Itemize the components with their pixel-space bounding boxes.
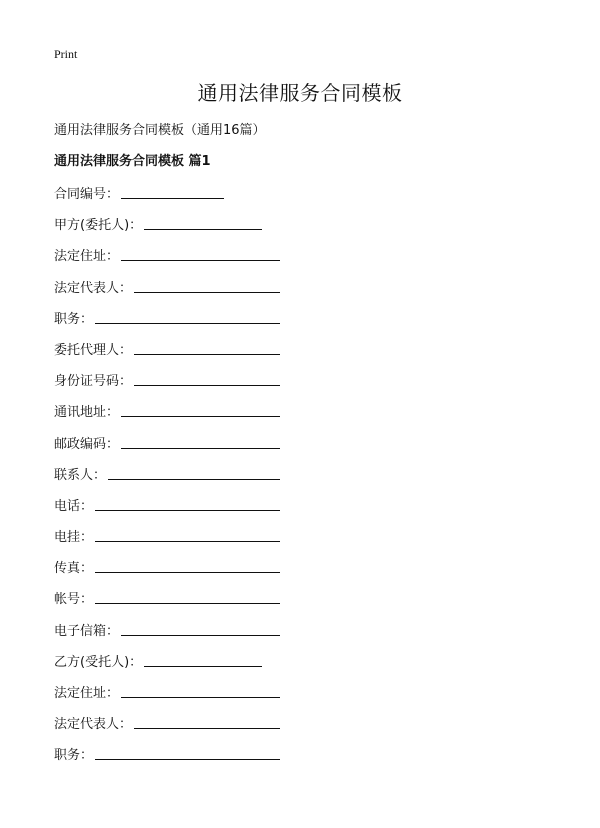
contract-form-fields	[54, 182, 294, 775]
form-field-row	[54, 712, 294, 743]
form-field-row	[54, 463, 294, 494]
field-blank-line	[95, 556, 280, 573]
form-field-row	[54, 556, 294, 587]
document-subtitle: 通用法律服务合同模板（通用16篇）	[54, 123, 266, 138]
field-label: 职务：	[54, 748, 94, 764]
field-label: 法定代表人：	[54, 717, 133, 733]
field-blank-line	[144, 650, 262, 667]
form-field-row	[54, 213, 294, 244]
document-title: 通用法律服务合同模板	[197, 81, 403, 105]
form-field-row	[54, 432, 294, 463]
field-blank-line	[144, 213, 262, 230]
field-label: 通讯地址：	[54, 405, 120, 421]
form-field-row	[54, 307, 294, 338]
section-heading: 通用法律服务合同模板 篇1	[54, 154, 211, 169]
form-field-row	[54, 650, 294, 681]
field-blank-line	[121, 244, 280, 261]
field-blank-line	[121, 681, 280, 698]
form-field-row	[54, 587, 294, 618]
form-field-row	[54, 525, 294, 556]
field-label: 传真：	[54, 561, 94, 577]
print-link[interactable]: Print	[54, 47, 78, 61]
field-blank-line	[95, 525, 280, 542]
field-blank-line	[121, 432, 280, 449]
form-field-row	[54, 494, 294, 525]
field-label: 电子信箱：	[54, 623, 120, 639]
form-field-row	[54, 619, 294, 650]
field-label: 邮政编码：	[54, 436, 120, 452]
field-blank-line	[121, 182, 224, 199]
field-label: 电挂：	[54, 530, 94, 546]
field-label: 法定住址：	[54, 249, 120, 265]
form-field-row	[54, 400, 294, 431]
field-blank-line	[134, 712, 280, 729]
field-label: 委托代理人：	[54, 342, 133, 358]
field-blank-line	[134, 338, 280, 355]
field-label: 甲方(委托人)：	[54, 218, 143, 234]
field-blank-line	[95, 587, 280, 604]
field-blank-line	[121, 619, 280, 636]
form-field-row	[54, 338, 294, 369]
form-field-row	[54, 244, 294, 275]
field-label: 乙方(受托人)：	[54, 654, 143, 670]
form-field-row	[54, 369, 294, 400]
field-label: 电话：	[54, 498, 94, 514]
field-label: 法定住址：	[54, 686, 120, 701]
field-label: 合同编号：	[54, 187, 120, 202]
field-blank-line	[134, 369, 280, 386]
field-blank-line	[134, 276, 280, 293]
form-field-row	[54, 182, 294, 213]
field-label: 身份证号码：	[54, 374, 133, 390]
field-blank-line	[95, 743, 280, 760]
field-label: 帐号：	[54, 592, 94, 608]
form-field-row	[54, 681, 294, 712]
field-blank-line	[95, 307, 280, 324]
field-label: 联系人：	[54, 467, 107, 483]
field-blank-line	[95, 494, 280, 511]
field-blank-line	[108, 463, 280, 480]
field-label: 法定代表人：	[54, 280, 133, 296]
form-field-row	[54, 743, 294, 774]
field-blank-line	[121, 400, 280, 417]
field-label: 职务：	[54, 311, 94, 327]
form-field-row	[54, 276, 294, 307]
